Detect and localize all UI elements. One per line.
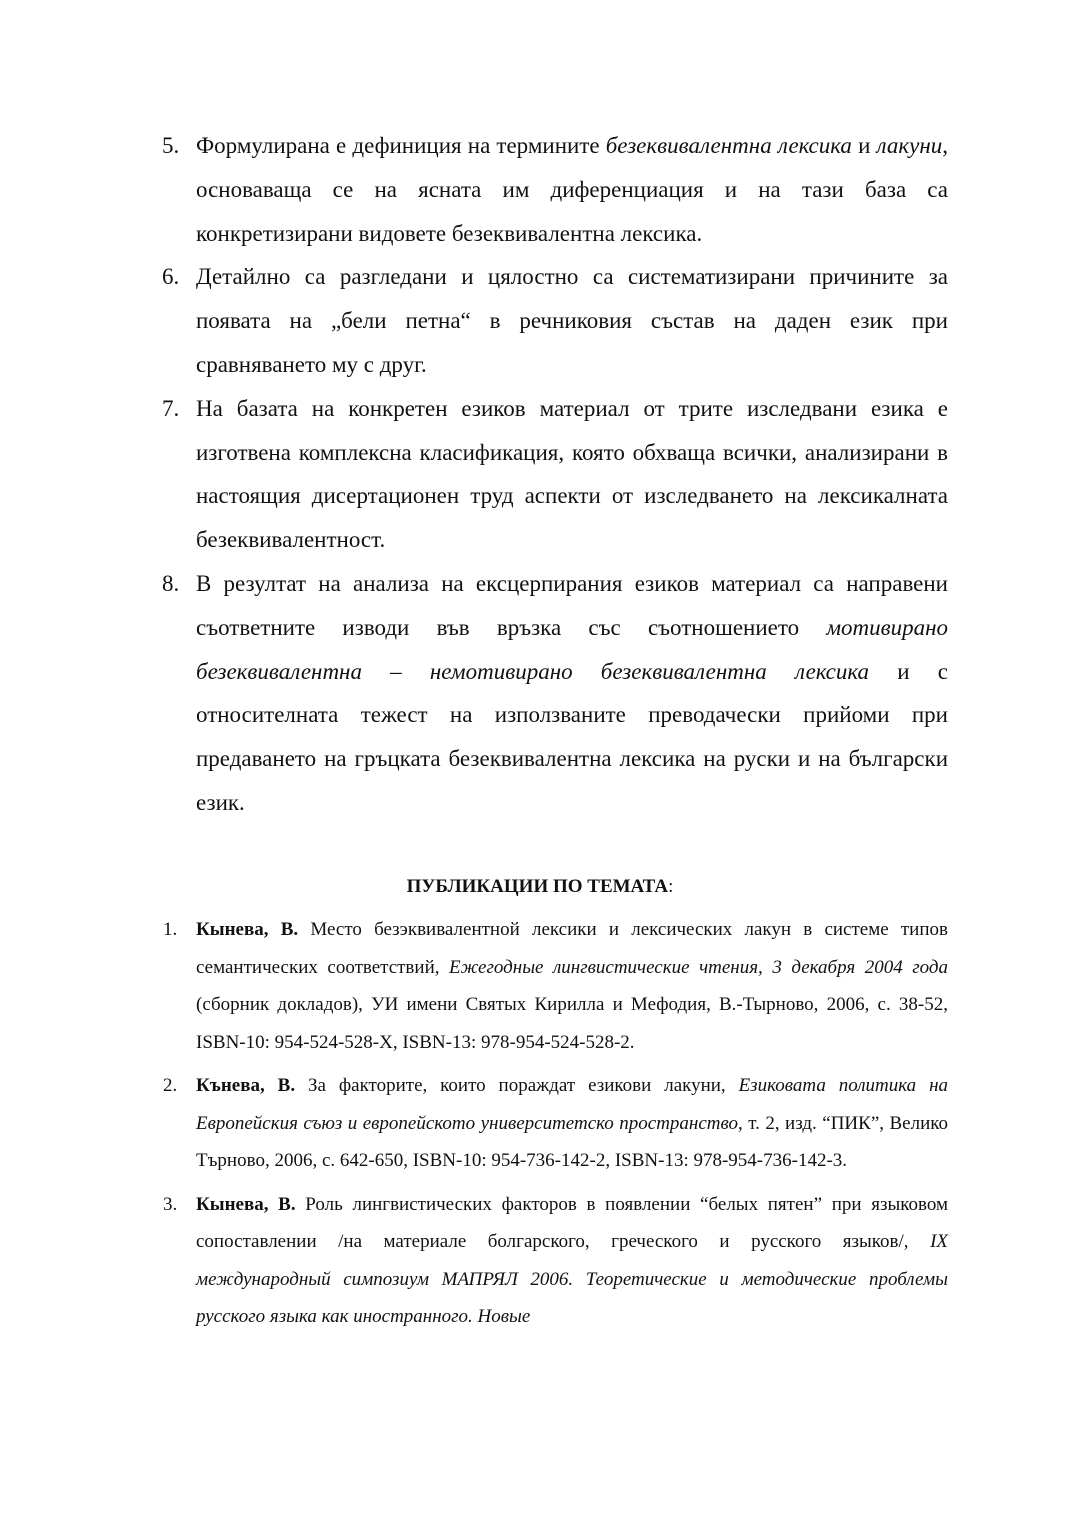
publication-item — [0, 911, 1080, 1061]
publication-item — [0, 1067, 1080, 1180]
publication-text: Кынева, В. Место безэквивалентной лексики и лексических лакун в системе типов семантических соответствий, Ежегодные лингвистические чтения, 3 декабря 2004 года (сборник докладов), УИ имени Святых Кирилла и Мефодия, В.-Тырново, 2006, с. 38-52, ISBN-10: 954-524-528-Х, ISBN-13: 978-954-524-528-2. — [196, 919, 948, 1053]
list-item — [0, 562, 1080, 825]
publication-text: Кънева, В. За факторите, които пораждат езикови лакуни, Езиковата политика на Европейския съюз и европейското университетско пространство, т. 2, изд. “ПИК”, Велико Търново, 2006, с. 642-650, ISBN-10: 954-736-142-2, ISBN-13: 978-954-736-142-3. — [196, 1075, 948, 1171]
publication-number: 2. — [163, 1075, 178, 1096]
list-item-text: Формулирана е дефиниция на термините безеквивалентна лексика и лакуни, основаваща се на ясната им диференциация и на тази база са конкретизирани видовете безеквивалентна лексика. — [196, 133, 948, 246]
publications-heading: ПУБЛИКАЦИИ ПО ТЕМАТА: — [406, 876, 674, 897]
publication-item — [0, 1186, 1080, 1336]
publication-number: 3. — [163, 1193, 178, 1215]
conclusions-list — [0, 124, 1080, 825]
publication-text: Кынева, В. Роль лингвистических факторов в появлении “белых пятен” при языковом сопоставлении /на материале болгарского, греческого и русского языков/, IX международный симпозиум МАПРЯЛ 2006. Теоретические и методические проблемы русского языка как иностранного. Новые — [196, 1193, 948, 1327]
list-item-text: На базата на конкретен езиков материал от трите изследвани езика е изготвена комплексна класификация, която обхваща всички, анализирани в настоящия дисертационен труд аспекти от изследването на лексикалната безеквивалентност. — [196, 395, 948, 553]
list-item-text: В резултат на анализа на ексцерпирания езиков материал са направени съответните изводи във връзка със съотношението мотивирано безеквивалентна – немотивирано безеквивалентна лексика и с относителната тежест на използваните преводачески прийоми при предаването на гръцката безеквивалентна лексика на руски и на български език. — [196, 570, 948, 815]
list-item — [0, 124, 1080, 255]
list-item-text: Детайлно са разгледани и цялостно са систематизирани причините за появата на „бели петна“ в речниковия състав на даден език при сравняването му с друг. — [196, 264, 948, 377]
list-item-number: 5. — [162, 133, 180, 158]
list-item — [0, 387, 1080, 562]
list-item-number: 7. — [162, 395, 180, 421]
list-item-number: 8. — [162, 570, 180, 596]
list-item — [0, 255, 1080, 386]
list-item-number: 6. — [162, 264, 180, 290]
publication-number: 1. — [163, 919, 178, 940]
publications-list — [0, 911, 1080, 1342]
